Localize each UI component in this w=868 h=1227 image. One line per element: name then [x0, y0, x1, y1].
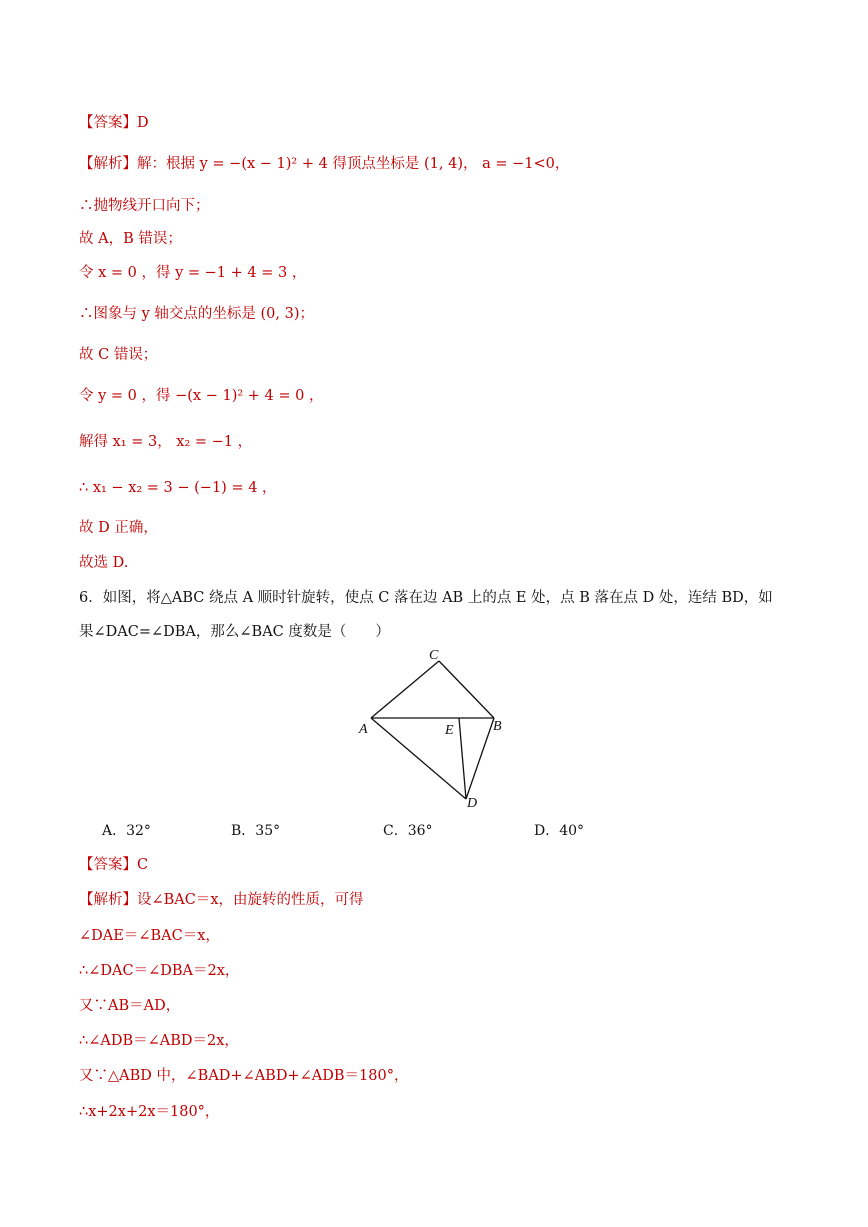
analysis-line: 解得 x₁ = 3， x₂ = −1 ，: [79, 434, 253, 450]
analysis-line: 令 x = 0 ，得 y = −1 + 4 = 3 ，: [79, 265, 307, 281]
question-text: 6．如图，将△ABC 绕点 A 顺时针旋转，使点 C 落在边 AB 上的点 E 处，点 B 落在点 D 处，连结 BD，如: [79, 590, 773, 606]
label-d: D: [467, 796, 478, 811]
analysis-line: [79, 154, 569, 174]
answer-value: C: [137, 857, 149, 873]
analysis-line: 令 y = 0 ，得 −(x − 1)² + 4 = 0 ，: [79, 388, 324, 404]
label-e: E: [445, 723, 454, 738]
label-c: C: [429, 648, 439, 663]
analysis-label: 【解析】: [79, 892, 137, 908]
analysis-line: ∴图象与 y 轴交点的坐标是 (0, 3)；: [79, 306, 315, 322]
answer-line: [79, 113, 149, 133]
analysis-line: 故选 D.: [79, 555, 129, 571]
segment-ed: [459, 718, 466, 799]
geometry-figure: [355, 645, 515, 815]
option-c: C．36°: [383, 823, 433, 839]
analysis-text: 设∠BAC＝x，由旋转的性质，可得: [137, 892, 364, 908]
analysis-line: ∴抛物线开口向下；: [79, 198, 210, 214]
option-d: D．40°: [534, 823, 585, 839]
answer-label: 【答案】: [79, 115, 137, 131]
analysis-line: 故 C 错误；: [79, 347, 158, 363]
analysis-line: ∴x+2x+2x＝180°，: [79, 1104, 220, 1120]
option-b: B．35°: [231, 823, 281, 839]
analysis-line: ∴∠ADB＝∠ABD＝2x，: [79, 1033, 239, 1049]
answer-value: D: [137, 115, 149, 131]
analysis-line: ∴ x₁ − x₂ = 3 − (−1) = 4 ，: [79, 480, 277, 496]
label-b: B: [493, 719, 502, 734]
label-a: A: [359, 722, 368, 737]
analysis-line: 故 A，B 错误；: [79, 231, 182, 247]
segment-cb: [439, 661, 494, 718]
segment-ac: [371, 661, 439, 718]
segment-bd: [466, 718, 494, 799]
analysis-label: 【解析】: [79, 156, 137, 172]
option-a: A．32°: [102, 823, 151, 839]
analysis-line: [79, 890, 364, 910]
analysis-line: ∴∠DAC＝∠DBA＝2x，: [79, 963, 240, 979]
analysis-line: ∠DAE＝∠BAC＝x，: [79, 928, 220, 944]
analysis-line: 故 D 正确，: [79, 520, 158, 536]
analysis-text: 解：根据 y = −(x − 1)² + 4 得顶点坐标是 (1, 4)， a = −1<0，: [137, 156, 570, 172]
answer-line: [79, 855, 148, 875]
analysis-line: 又∵AB＝AD，: [79, 998, 181, 1014]
question-text: 果∠DAC=∠DBA，那么∠BAC 度数是（ ）: [79, 624, 390, 640]
answer-label: 【答案】: [79, 857, 137, 873]
analysis-line: 又∵△ABD 中，∠BAD+∠ABD+∠ADB＝180°，: [79, 1068, 409, 1084]
